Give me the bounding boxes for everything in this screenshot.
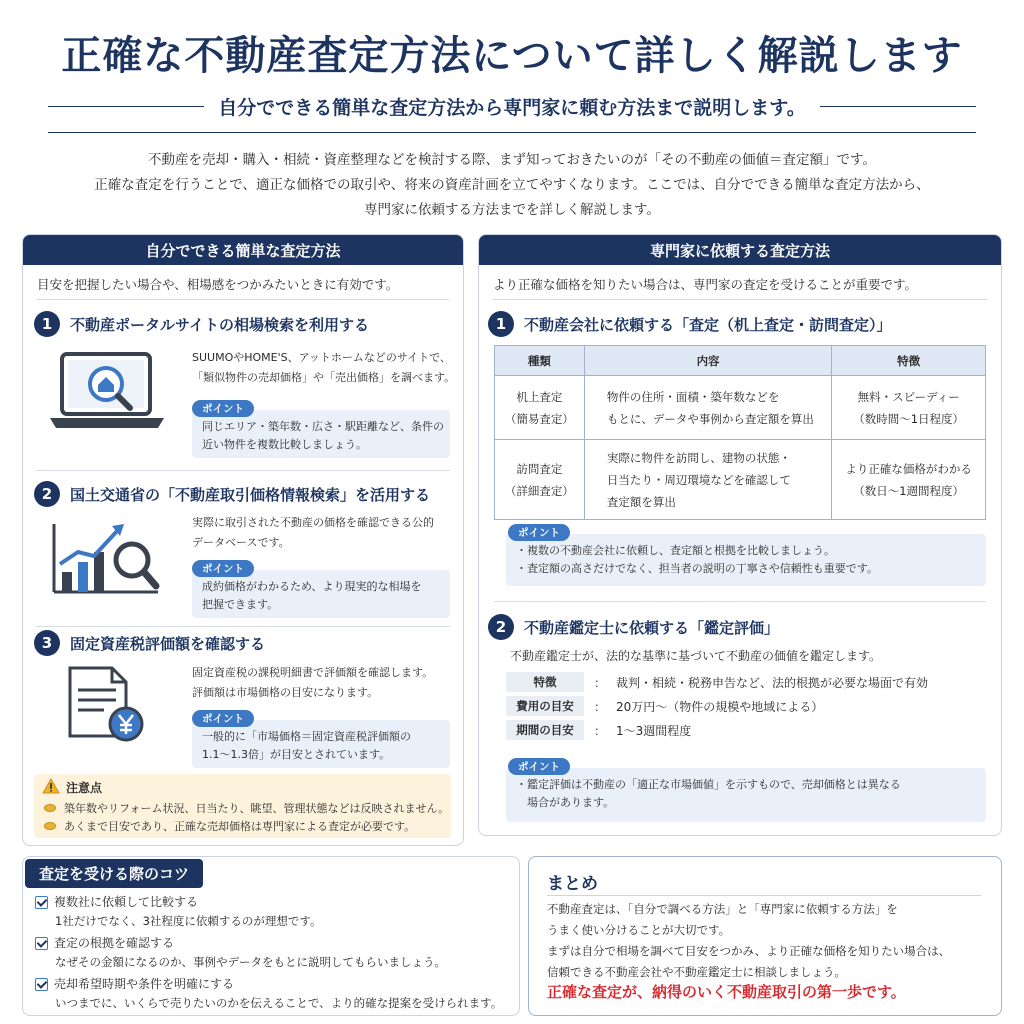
coin-icon	[44, 804, 56, 812]
table-cell	[495, 440, 585, 520]
tip-title: 査定の根拠を確認する	[54, 936, 175, 950]
pro-section-2-point	[506, 768, 986, 822]
point-line: 同じエリア・築年数・広さ・駅距離など、条件の	[202, 420, 444, 433]
cell-line: （数日〜1週間程度）	[853, 483, 965, 498]
desc-line: データベースです。	[192, 536, 290, 549]
desc-line: SUUMOやHOME'S、アットホームなどのサイトで、	[192, 351, 451, 364]
self-section-1-desc	[192, 348, 455, 388]
point-line: 近い物件を複数比較しましょう。	[202, 438, 367, 451]
point-line: 1.1〜1.3倍」が目安とされています。	[202, 748, 391, 761]
caution-box	[34, 774, 451, 838]
intro-text	[40, 148, 984, 223]
tips-heading: 査定を受ける際のコツ	[25, 859, 203, 888]
summary-line-text: うまく使い分けることが大切です。	[547, 923, 731, 937]
summary-emphasis: 正確な査定が、納得のいく不動産取引の第一歩です。	[547, 983, 906, 1001]
intro-line: 専門家に依頼する方法までを詳しく解説します。	[364, 202, 660, 218]
table-row	[495, 376, 986, 440]
checkbox-icon	[35, 937, 48, 950]
point-badge: ポイント	[192, 560, 254, 577]
table-cell	[832, 440, 986, 520]
tip-detail: なぜその金額になるのか、事例やデータをもとに説明してもらいましょう。	[55, 955, 446, 969]
section-title-text: 不動産会社に依頼する「査定（机上査定・訪問査定）」	[524, 315, 892, 334]
appraisal-detail-row	[506, 720, 691, 740]
point-line: ・複数の不動産会社に依頼し、査定額と根拠を比較しましょう。	[516, 544, 835, 557]
desc-line: 「類似物件の売却価格」や「売出価格」を調べます。	[192, 371, 456, 384]
section-title-text: 国土交通省の「不動産取引価格情報検索」を活用する	[70, 485, 431, 504]
cell-line: 日当たり・周辺環境などを確認して	[606, 472, 791, 487]
section-title-text: 固定資産税評価額を確認する	[70, 634, 266, 653]
table-cell	[584, 376, 831, 440]
point-line: 把握できます。	[202, 598, 279, 611]
checkbox-icon	[35, 978, 48, 991]
appraisal-detail-row	[506, 672, 928, 692]
coin-icon	[44, 822, 56, 830]
tips-panel	[22, 856, 520, 1016]
tip-item	[35, 893, 321, 931]
detail-key: 期間の目安	[506, 720, 584, 740]
desc-line: 評価額は市場価格の目安になります。	[192, 686, 379, 699]
self-section-1-title	[34, 311, 369, 337]
self-section-3-desc	[192, 663, 433, 703]
point-line: ・査定額の高さだけでなく、担当者の説明の丁寧さや信頼性も重要です。	[516, 562, 878, 575]
point-badge: ポイント	[508, 758, 570, 775]
tip-title: 複数社に依頼して比較する	[54, 895, 199, 909]
step-number: 1	[488, 311, 514, 337]
caution-item-text: 築年数やリフォーム状況、日当たり、眺望、管理状態などは反映されません。	[64, 802, 450, 815]
self-section-2-desc	[192, 513, 434, 553]
summary-panel	[528, 856, 1002, 1016]
divider	[493, 299, 987, 300]
point-badge: ポイント	[508, 524, 570, 541]
detail-value: 裁判・相続・税務申告など、法的根拠が必要な場面で有効	[616, 675, 929, 690]
divider	[547, 895, 981, 896]
point-line: 成約価格がわかるため、より現実的な相場を	[202, 580, 422, 593]
divider	[494, 601, 986, 602]
page-title: 正確な不動産査定方法について詳しく解説します	[61, 32, 963, 79]
caution-title-text: 注意点	[66, 781, 103, 795]
cell-line: 訪問査定	[516, 461, 563, 476]
step-number: 1	[34, 311, 60, 337]
summary-heading: まとめ	[547, 874, 598, 894]
pro-section-1-title	[488, 311, 892, 337]
pro-section-2-lead: 不動産鑑定士が、法的な基準に基づいて不動産の価値を鑑定します。	[510, 649, 882, 663]
tip-title: 売却希望時期や条件を明確にする	[54, 977, 235, 991]
subtitle-rule-left	[48, 106, 204, 107]
self-appraisal-lead: 目安を把握したい場合や、相場感をつかみたいときに有効です。	[37, 277, 399, 292]
point-line: 一般的に「市場価格＝固定資産税評価額の	[202, 730, 411, 743]
table-header-cell: 内容	[584, 346, 831, 376]
caution-title	[42, 778, 102, 797]
cell-line: 物件の住所・面積・築年数などを	[606, 389, 780, 404]
cell-line: 机上査定	[516, 389, 563, 404]
tip-item	[35, 975, 502, 1013]
cell-line: 査定額を算出	[606, 494, 676, 509]
caution-item	[44, 818, 415, 834]
summary-line-text: 信頼できる不動産会社や不動産鑑定士に相談しましょう。	[547, 965, 846, 979]
cell-line: 無料・スピーディー	[857, 389, 960, 404]
cell-line: 実際に物件を訪問し、建物の状態・	[606, 450, 791, 465]
step-number: 2	[34, 481, 60, 507]
intro-line: 不動産を売却・購入・相続・資産整理などを検討する際、まず知っておきたいのが「その不動産の価値＝査定額」です。	[148, 152, 876, 168]
subtitle-row	[48, 92, 976, 120]
step-number: 2	[488, 614, 514, 640]
table-header-row	[495, 346, 986, 376]
pro-section-1-point	[506, 534, 986, 586]
page-subtitle: 自分でできる簡単な査定方法から専門家に頼む方法まで説明します。	[218, 96, 806, 119]
checkbox-icon	[35, 896, 48, 909]
table-row	[495, 440, 986, 520]
appraisal-type-table	[494, 345, 986, 520]
pro-appraisal-lead: より正確な価格を知りたい場合は、専門家の査定を受けることが重要です。	[493, 277, 918, 292]
detail-separator: ：	[593, 699, 606, 714]
detail-separator: ：	[593, 675, 606, 690]
divider	[36, 470, 450, 471]
desc-line: 固定資産税の課税明細書で評価額を確認します。	[192, 666, 434, 679]
pro-section-2-title	[488, 614, 779, 640]
laptop-house-search-icon	[48, 348, 166, 434]
detail-value: 1〜3週間程度	[616, 723, 692, 738]
caution-item	[44, 800, 449, 816]
cell-line: より正確な価格がわかる	[845, 461, 972, 476]
table-header-cell: 特徴	[832, 346, 986, 376]
cell-line: （数時間〜1日程度）	[853, 411, 965, 426]
self-section-3-title	[34, 630, 265, 656]
point-line: ・鑑定評価は不動産の「適正な市場価値」を示すもので、売却価格とは異なる	[516, 778, 901, 791]
intro-line: 正確な査定を行うことで、適正な価格での取引や、将来の資産計画を立てやすくなります。ここでは、自分でできる簡単な査定方法から、	[94, 177, 930, 193]
table-header-cell: 種類	[495, 346, 585, 376]
divider	[37, 299, 449, 300]
detail-value: 20万円〜（物件の規模や地域による）	[616, 699, 824, 714]
self-appraisal-heading: 自分でできる簡単な査定方法	[23, 235, 463, 265]
section-title-text: 不動産鑑定士に依頼する「鑑定評価」	[524, 618, 780, 637]
divider	[36, 626, 450, 627]
detail-key: 特徴	[506, 672, 584, 692]
header-rule	[48, 132, 976, 133]
cell-line: （簡易査定）	[504, 411, 574, 426]
detail-key: 費用の目安	[506, 696, 584, 716]
table-cell	[832, 376, 986, 440]
desc-line: 実際に取引された不動産の価格を確認できる公的	[192, 516, 434, 529]
appraisal-detail-row	[506, 696, 823, 716]
tip-item	[35, 934, 446, 972]
tip-detail: 1社だけでなく、3社程度に依頼するのが理想です。	[55, 914, 322, 928]
self-section-1-point	[192, 410, 450, 458]
cell-line: もとに、データや事例から査定額を算出	[606, 411, 814, 426]
summary-line-text: まずは自分で相場を調べて目安をつかみ、より正確な価格を知りたい場合は、	[547, 944, 951, 958]
summary-text	[547, 899, 950, 983]
self-section-3-point	[192, 720, 450, 768]
subtitle-rule-right	[820, 106, 976, 107]
chart-magnifier-icon	[48, 520, 166, 598]
summary-line-text: 不動産査定は、「自分で調べる方法」と「専門家に依頼する方法」を	[547, 902, 898, 916]
cell-line: （詳細査定）	[504, 483, 574, 498]
step-number: 3	[34, 630, 60, 656]
tip-detail: いつまでに、いくらで売りたいのかを伝えることで、より的確な提案を受けられます。	[55, 996, 503, 1010]
table-cell	[584, 440, 831, 520]
self-section-2-title	[34, 481, 430, 507]
section-title-text: 不動産ポータルサイトの相場検索を利用する	[70, 315, 369, 334]
table-cell	[495, 376, 585, 440]
self-section-2-point	[192, 570, 450, 618]
pro-appraisal-heading: 専門家に依頼する査定方法	[479, 235, 1001, 265]
document-yen-icon	[64, 666, 154, 746]
point-badge: ポイント	[192, 710, 254, 727]
detail-separator: ：	[593, 723, 606, 738]
caution-item-text: あくまで目安であり、正確な売却価格は専門家による査定が必要です。	[64, 820, 416, 833]
point-line: 場合があります。	[516, 796, 615, 809]
warning-icon	[42, 778, 60, 797]
point-badge: ポイント	[192, 400, 254, 417]
